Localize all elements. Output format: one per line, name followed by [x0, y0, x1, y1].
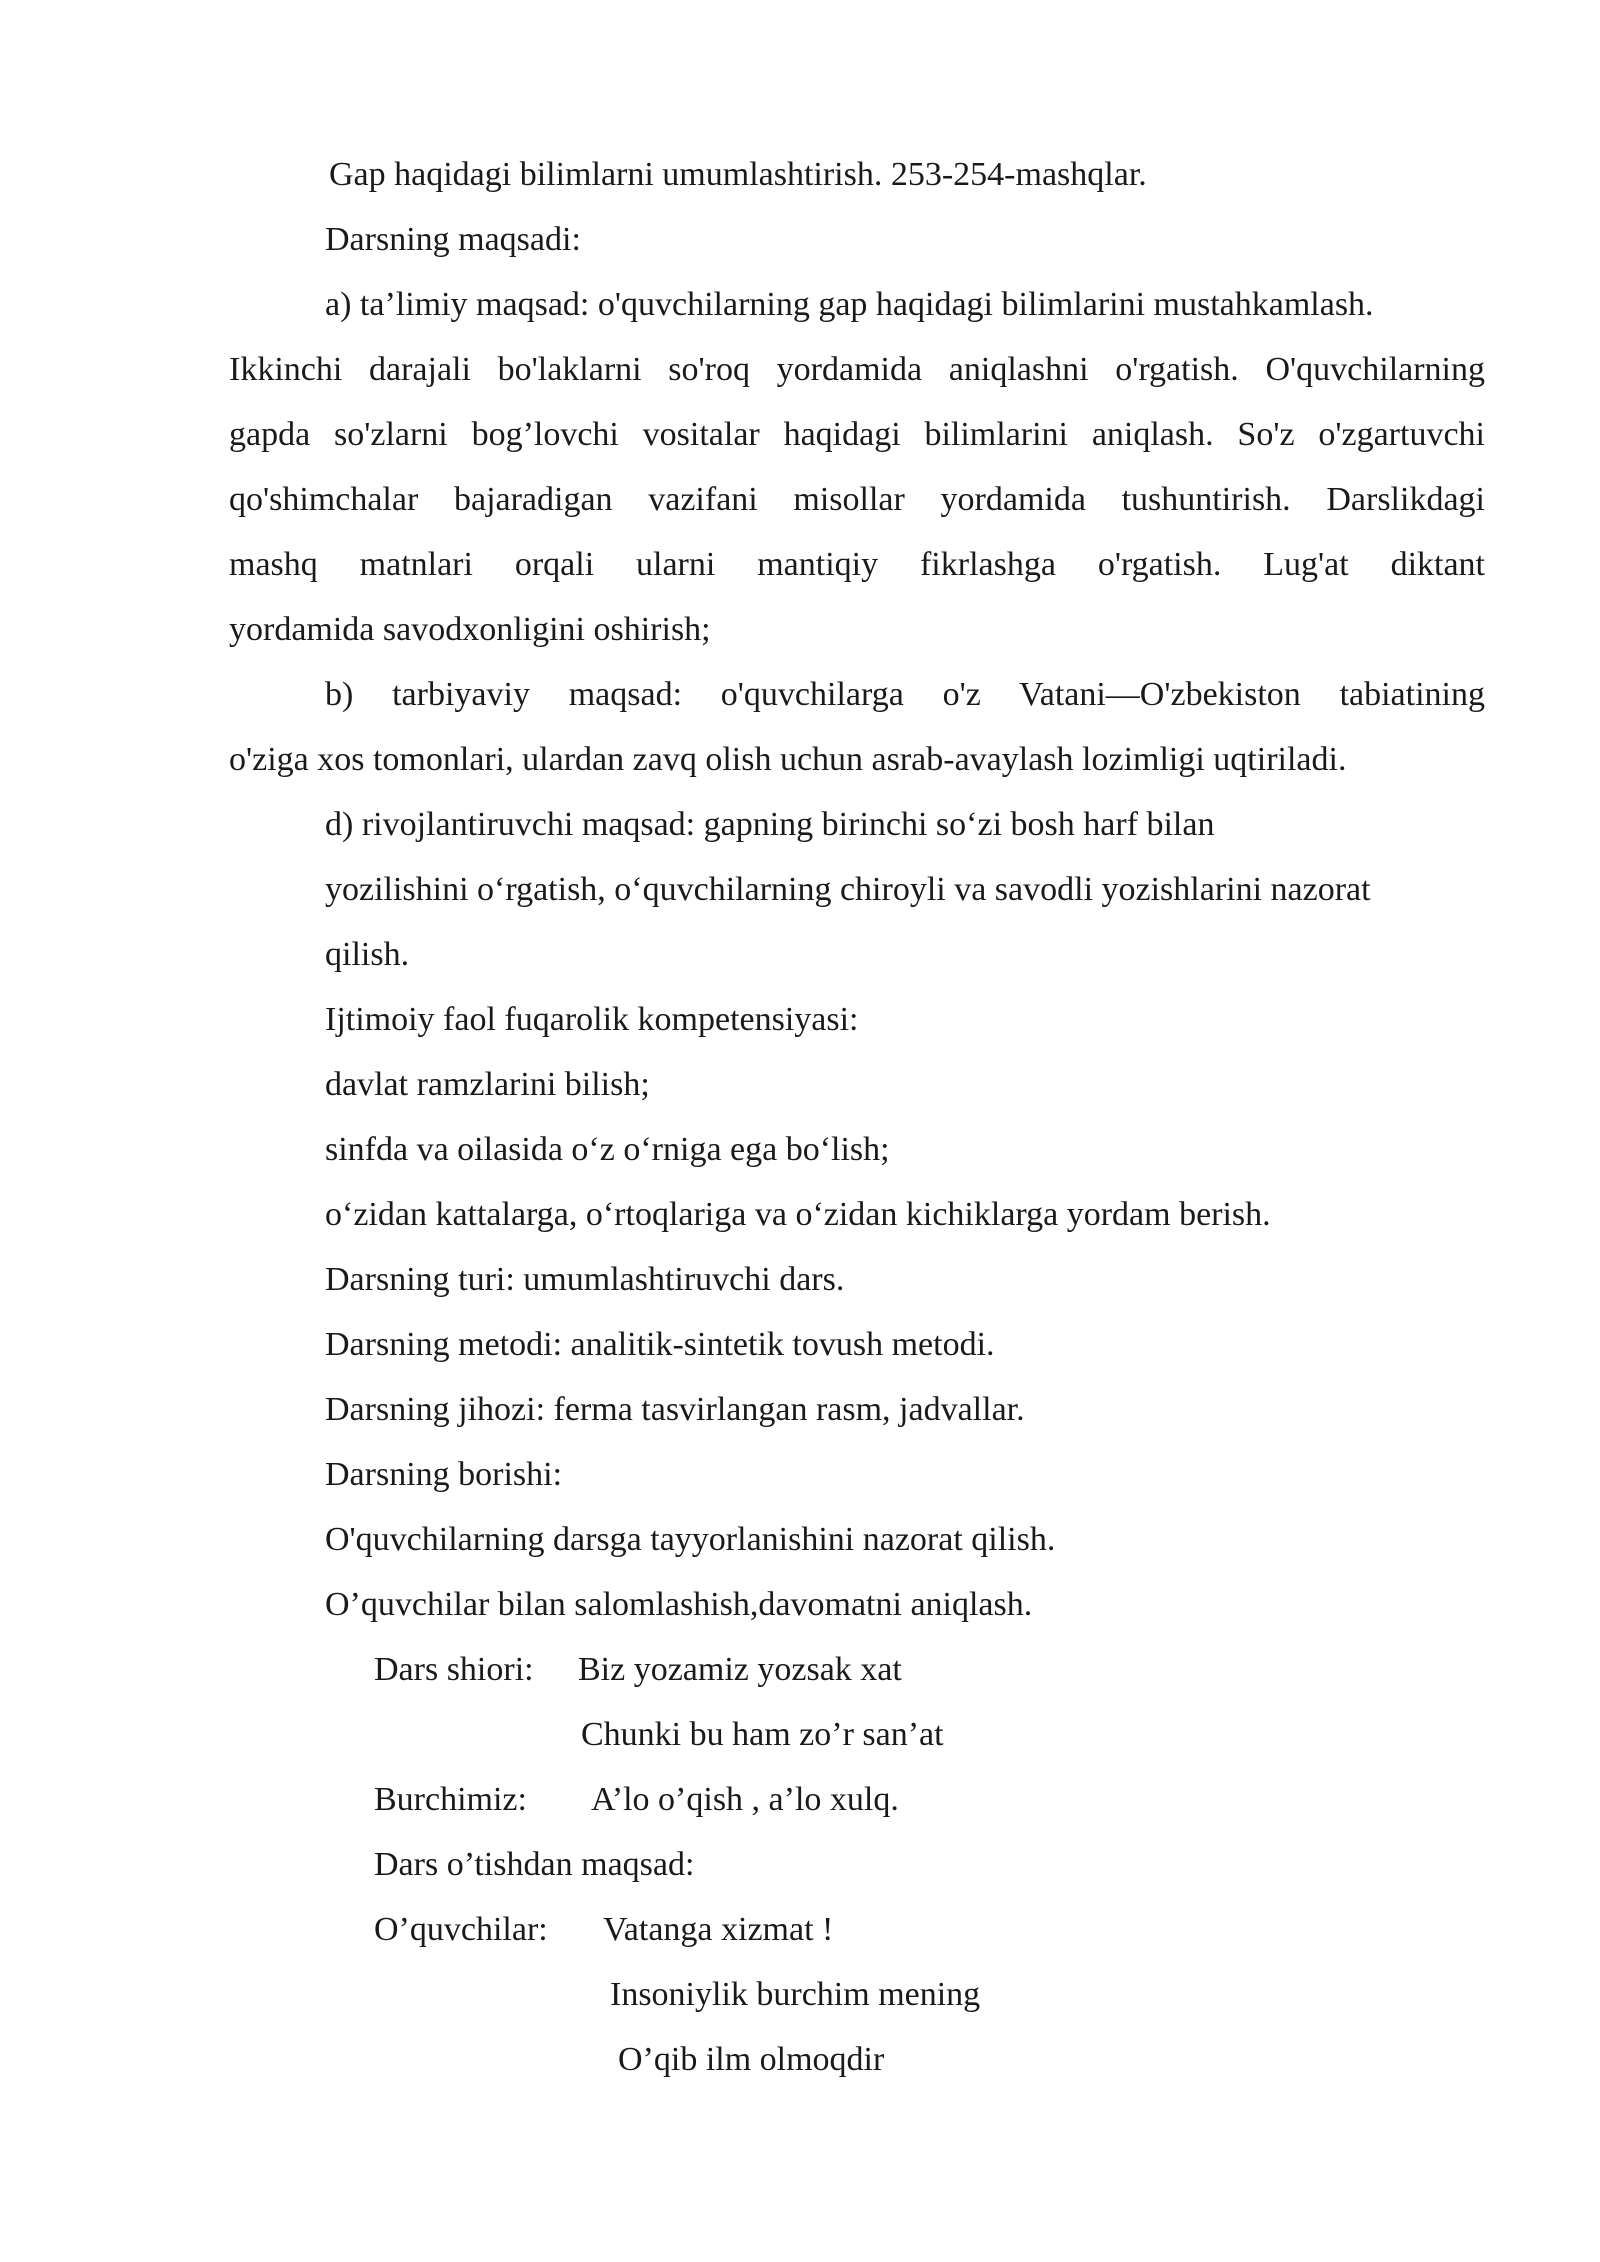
- para-a-line-6: yordamida savodxonligini oshirish;: [229, 611, 711, 648]
- step-1: O'quvchilarning darsga tayyorlanishini nazorat qilish.: [325, 1521, 1056, 1558]
- duty-label: Burchimiz:: [374, 1781, 527, 1818]
- pupils-line-3: O’qib ilm olmoqdir: [618, 2041, 885, 2078]
- para-a-line-1: a) ta’limiy maqsad: o'quvchilarning gap haqidagi bilimlarini mustahkamlash.: [325, 286, 1374, 323]
- lesson-type: Darsning turi: umumlashtiruvchi dars.: [325, 1261, 845, 1298]
- duty-text: A’lo o’qish , a’lo xulq.: [591, 1781, 899, 1818]
- pupils-line-1: Vatanga xizmat !: [603, 1911, 834, 1948]
- para-a-line-2: Ikkinchi darajali bo'laklarni so'roq yordamida aniqlashni o'rgatish. O'quvchilarning: [229, 351, 1485, 388]
- lesson-method: Darsning metodi: analitik-sintetik tovush metodi.: [325, 1326, 995, 1363]
- document-title: Gap haqidagi bilimlarni umumlashtirish. 253-254-mashqlar.: [329, 156, 1147, 193]
- para-a-line-3: gapda so'zlarni bog’lovchi vositalar haqidagi bilimlarini aniqlash. So'z o'zgartuvchi: [229, 416, 1485, 453]
- motto-line-1: Biz yozamiz yozsak xat: [578, 1651, 902, 1688]
- para-a-line-4: qo'shimchalar bajaradigan vazifani misollar yordamida tushuntirish. Darslikdagi: [229, 481, 1485, 518]
- motto-line-2: Chunki bu ham zo’r san’at: [581, 1716, 944, 1753]
- motto-label: Dars shiori:: [374, 1651, 534, 1688]
- pupils-label: O’quvchilar:: [374, 1911, 548, 1948]
- competency-item-2: sinfda va oilasida o‘z o‘rniga ega bo‘lish;: [325, 1131, 890, 1168]
- para-a-line-5: mashq matnlari orqali ularni mantiqiy fikrlashga o'rgatish. Lug'at diktant: [229, 546, 1485, 583]
- step-2: O’quvchilar bilan salomlashish,davomatni aniqlash.: [325, 1586, 1033, 1623]
- purpose-question: Dars o’tishdan maqsad:: [374, 1846, 695, 1883]
- para-d-line-3: qilish.: [325, 936, 410, 973]
- competency-heading: Ijtimoiy faol fuqarolik kompetensiyasi:: [325, 1001, 859, 1038]
- competency-item-1: davlat ramzlarini bilish;: [325, 1066, 650, 1103]
- para-b-line-2: o'ziga xos tomonlari, ulardan zavq olish uchun asrab-avaylash lozimligi uqtiriladi.: [229, 741, 1347, 778]
- goal-heading: Darsning maqsadi:: [325, 221, 581, 258]
- lesson-equipment: Darsning jihozi: ferma tasvirlangan rasm, jadvallar.: [325, 1391, 1025, 1428]
- para-d-line-1: d) rivojlantiruvchi maqsad: gapning birinchi so‘zi bosh harf bilan: [325, 806, 1215, 843]
- para-b-line-1: b) tarbiyaviy maqsad: o'quvchilarga o'z Vatani—O'zbekiston tabiatining: [325, 676, 1485, 713]
- competency-item-3: o‘zidan kattalarga, o‘rtoqlariga va o‘zidan kichiklarga yordam berish.: [325, 1196, 1271, 1233]
- lesson-progress-heading: Darsning borishi:: [325, 1456, 563, 1493]
- para-d-line-2: yozilishini o‘rgatish, o‘quvchilarning chiroyli va savodli yozishlarini nazorat: [325, 871, 1371, 908]
- pupils-line-2: Insoniylik burchim mening: [610, 1976, 981, 2013]
